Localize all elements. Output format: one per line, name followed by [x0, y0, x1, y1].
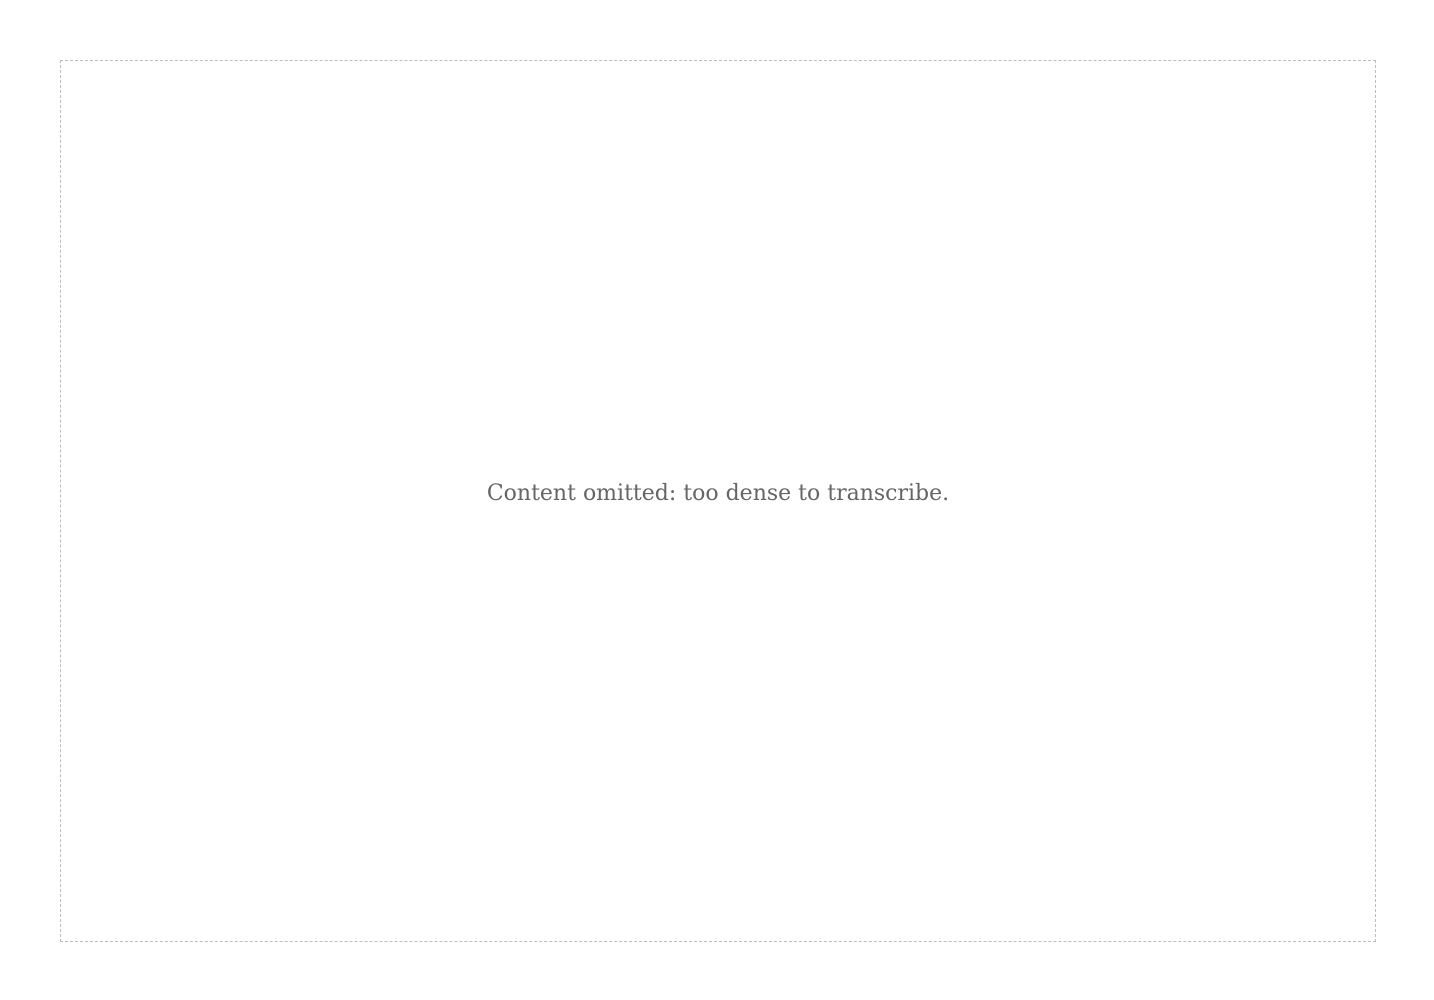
placeholder-note: Content omitted: too dense to transcribe. [486, 481, 950, 506]
placeholder [60, 60, 1376, 942]
